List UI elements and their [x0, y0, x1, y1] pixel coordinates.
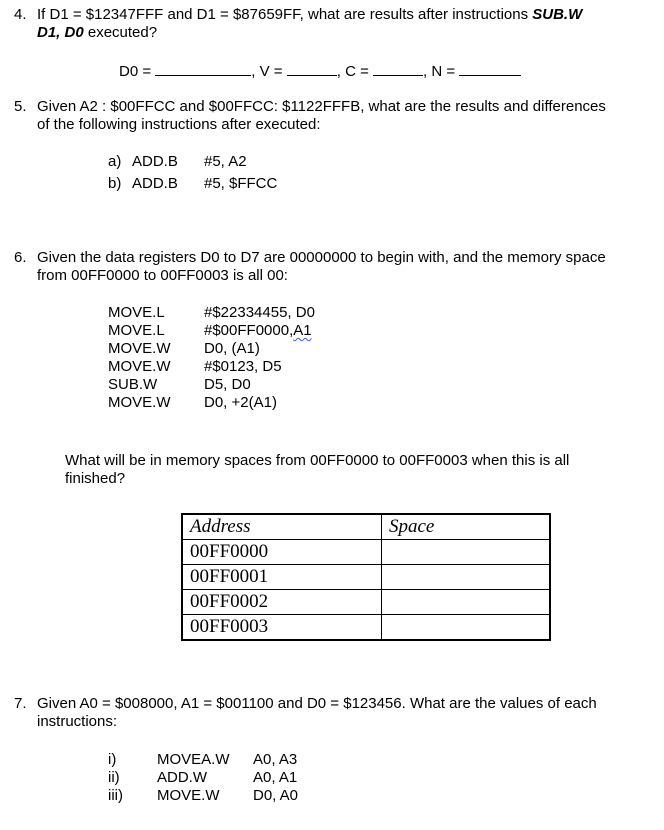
- table-row: [182, 565, 550, 590]
- q7-item-args: D0, A0: [253, 787, 299, 804]
- q4-instr-line1: SUB.W: [532, 6, 583, 23]
- q4-c-label: , C =: [336, 63, 369, 80]
- q4-answer-line: [119, 62, 521, 81]
- space-cell[interactable]: [382, 565, 551, 590]
- q4-number: 4.: [14, 6, 27, 23]
- code-op: MOVE.W: [108, 358, 171, 375]
- space-cell[interactable]: [382, 615, 551, 641]
- q4-n-blank[interactable]: [459, 62, 521, 76]
- code-line: [108, 376, 315, 394]
- q7-item-args: A0, A3: [253, 751, 298, 768]
- address-cell: 00FF0003: [182, 615, 382, 641]
- address-cell: 00FF0001: [182, 565, 382, 590]
- address-cell: 00FF0002: [182, 590, 382, 615]
- q5-item-args: #5, A2: [204, 153, 247, 170]
- q7-item: [108, 769, 298, 787]
- q7-item: [108, 787, 298, 805]
- code-op: SUB.W: [108, 376, 158, 393]
- q5-item: [108, 153, 277, 171]
- table-header-row: [182, 514, 550, 540]
- q7-item: [108, 751, 298, 769]
- code-op: MOVE.W: [108, 394, 171, 411]
- code-line: [108, 340, 315, 358]
- header-address: Address: [182, 514, 382, 540]
- code-line: [108, 322, 315, 340]
- q4-text-a: If D1 = $12347FFF and D1 = $87659FF, what are results after instructions: [37, 6, 533, 23]
- code-args: #$0123, D5: [204, 358, 282, 375]
- q5-line1: Given A2 : $00FFCC and $00FFCC: $1122FFFB, what are the results and differences: [37, 98, 606, 115]
- q7-instructions: [108, 751, 298, 805]
- q7-item-label: i): [108, 751, 117, 768]
- q5-line2: of the following instructions after executed:: [37, 116, 321, 133]
- code-args: D0, +2(A1): [204, 394, 277, 411]
- code-line: [108, 394, 315, 412]
- q5-number: 5.: [14, 98, 27, 115]
- q4-c-blank[interactable]: [373, 62, 423, 76]
- space-cell[interactable]: [382, 590, 551, 615]
- code-args-main: #$00FF0000,: [204, 322, 294, 339]
- q7-number: 7.: [14, 695, 27, 712]
- memory-table: [181, 513, 551, 641]
- header-space: Space: [382, 514, 551, 540]
- table-row: [182, 590, 550, 615]
- code-args: #$22334455, D0: [204, 304, 315, 321]
- q7-item-op: MOVE.W: [157, 787, 220, 804]
- code-args: D5, D0: [204, 376, 251, 393]
- q4-text-line2: [37, 24, 157, 42]
- code-args: [204, 322, 312, 340]
- q7-item-label: ii): [108, 769, 120, 786]
- q7-item-op: MOVEA.W: [157, 751, 230, 768]
- q6-question-line2: finished?: [65, 470, 126, 487]
- q4-text-b: executed?: [83, 24, 158, 41]
- q5-item-op: ADD.B: [132, 153, 178, 170]
- code-args: D0, (A1): [204, 340, 260, 357]
- q4-v-blank[interactable]: [287, 62, 337, 76]
- q6-question-line1: What will be in memory spaces from 00FF0000 to 00FF0003 when this is all: [65, 452, 570, 469]
- code-op: MOVE.L: [108, 304, 165, 321]
- code-op: MOVE.L: [108, 322, 165, 339]
- q6-code-block: [108, 304, 315, 412]
- q5-item-args: #5, $FFCC: [204, 175, 278, 192]
- q6-line2: from 00FF0000 to 00FF0003 is all 00:: [37, 267, 288, 284]
- q6-line1: Given the data registers D0 to D7 are 00000000 to begin with, and the memory space: [37, 249, 606, 266]
- code-line: [108, 358, 315, 376]
- code-op: MOVE.W: [108, 340, 171, 357]
- q4-d0-label: D0 =: [119, 63, 152, 80]
- q4-n-label: , N =: [423, 63, 456, 80]
- q5-item-label: a): [108, 153, 122, 170]
- q4-v-label: , V =: [251, 63, 283, 80]
- table-row: [182, 540, 550, 565]
- q6-number: 6.: [14, 249, 27, 266]
- code-line: [108, 304, 315, 322]
- q4-text: [37, 6, 582, 24]
- table-row: [182, 615, 550, 641]
- q4-d0-blank[interactable]: [155, 62, 251, 76]
- q7-item-args: A0, A1: [253, 769, 298, 786]
- q5-item-label: b): [108, 175, 122, 192]
- address-cell: 00FF0000: [182, 540, 382, 565]
- q5-item: [108, 175, 277, 193]
- q7-item-label: iii): [108, 787, 123, 804]
- space-cell[interactable]: [382, 540, 551, 565]
- q7-line2: instructions:: [37, 713, 118, 730]
- q7-line1: Given A0 = $008000, A1 = $001100 and D0 = $123456. What are the values of each: [37, 695, 597, 712]
- q4-instr-line2: D1, D0: [37, 24, 84, 41]
- q7-item-op: ADD.W: [157, 769, 207, 786]
- q5-instructions: [108, 153, 277, 193]
- q5-item-op: ADD.B: [132, 175, 178, 192]
- spellcheck-flag: A1: [293, 322, 312, 339]
